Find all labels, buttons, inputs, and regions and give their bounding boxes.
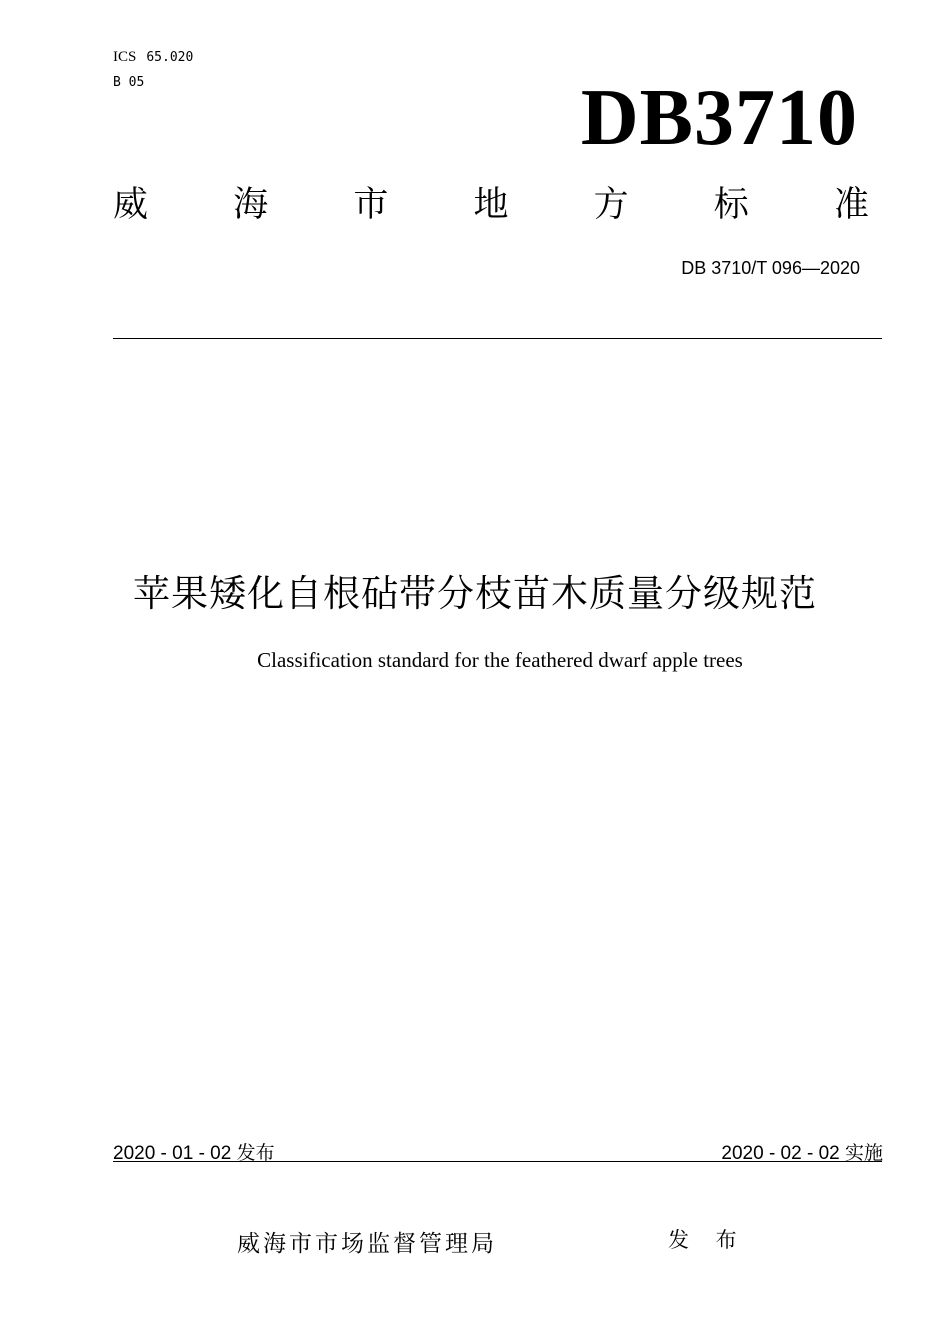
standard-type-char: 威 bbox=[113, 185, 149, 225]
standard-number: DB 3710/T 096—2020 bbox=[681, 258, 860, 278]
bottom-divider bbox=[113, 1161, 882, 1162]
document-subtitle: Classification standard for the feathered dwarf apple trees bbox=[257, 648, 743, 672]
standard-type-char: 市 bbox=[353, 185, 389, 225]
standard-type-title bbox=[113, 186, 869, 225]
ics-line bbox=[113, 49, 193, 66]
top-divider bbox=[113, 338, 882, 339]
document-title: 苹果矮化自根砧带分枝苗木质量分级规范 bbox=[133, 572, 817, 615]
standard-type-char: 海 bbox=[233, 185, 269, 225]
standard-type-char: 方 bbox=[593, 185, 629, 225]
ics-code: 65.020 bbox=[146, 50, 194, 65]
standard-type-char: 准 bbox=[833, 185, 869, 225]
effective-date: 2020 - 02 - 02 实施 bbox=[721, 1143, 883, 1164]
standard-type-char: 标 bbox=[713, 185, 749, 225]
issue-label: 发 布 bbox=[668, 1228, 747, 1252]
standard-type-char: 地 bbox=[473, 185, 509, 225]
ccs-code: B 05 bbox=[113, 75, 145, 90]
issuer-name: 威海市市场监督管理局 bbox=[237, 1231, 497, 1257]
ics-label: ICS bbox=[113, 49, 137, 65]
standard-code: DB3710 bbox=[580, 74, 858, 162]
publish-date: 2020 - 01 - 02 发布 bbox=[113, 1143, 275, 1164]
